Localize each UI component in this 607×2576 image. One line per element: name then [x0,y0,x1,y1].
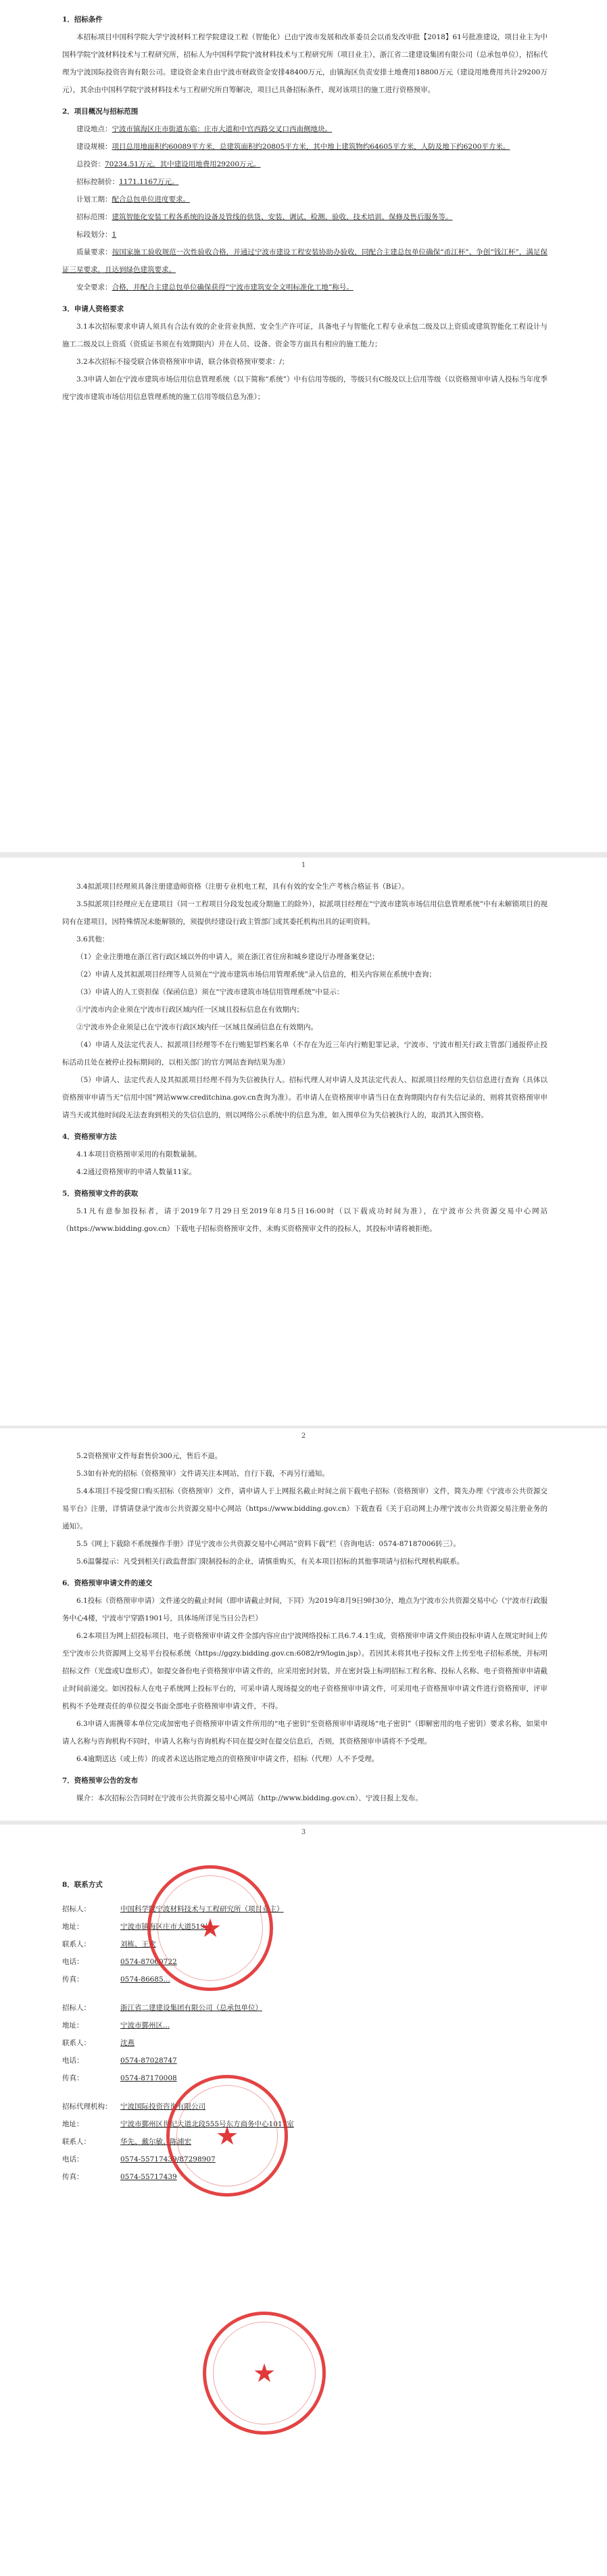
tel-label: 电话： [62,1958,84,1966]
clause-3-6-3: （3）申请人的人工资担保（保函信息）须在“宁波市建筑市场信用管理系统”中显示： [76,988,344,996]
address-value: 宁波市鄞州区世纪大道北段555号东方商务中心1017室 [120,2120,294,2128]
scale-value: 项目总用地面积约60089平方米，总建筑面积约20805平方米，其中地上建筑物约64605平方米，人防及地下约6200平方米。 [112,143,510,151]
clause-3-2: 3.2本次招标不接受联合体资格预审申请，联合体资格预审要求：/； [76,358,289,366]
location-line [62,120,548,138]
section-8-title: 8．联系方式 [62,1881,103,1889]
period-line [62,191,548,208]
period-value: 配合总包单位进度要求。 [112,195,190,204]
page-number: 3 [301,1829,306,1836]
contact-fax-row [62,2168,548,2186]
clause-3-6: 3.6其他： [76,935,110,943]
tel-value: 0574-87060722 [120,1958,177,1966]
clause-3-6-3a: ①宁波市内企业须在宁波市行政区域内任一区域且投标信息在有效期内； [76,1006,304,1014]
safety-line [62,279,548,296]
clause-3-1: 3.1本次招标要求申请人须具有合法有效的企业营业执照、安全生产许可证，具备电子与智能化工程专业承包二级及以上资质或建筑智能化工程设计与施工二级及以上资质（资质证书须在有效期限内）并在人员、设备、资金等方面具有相应的施工能力； [62,323,548,348]
control-price-label: 招标控制价： [76,178,119,186]
address-label: 地址： [62,2120,84,2128]
clause-4-1: 4.1本项目资格预审采用的有限数量制。 [76,1150,201,1158]
contact-group-agency [62,2098,548,2186]
section-4-title: 4．资格预审方法 [62,1133,117,1141]
scope-line [62,208,548,226]
section-7-title: 7．资格预审公告的发布 [62,1777,139,1785]
clause-5-3: 5.3如有补充的招标（资格预审）文件请关注本网站，自行下载，不再另行通知。 [76,1470,329,1478]
clause-3-3: 3.3申请人如在宁波市建筑市场信用信息管理系统（以下简称“系统”）中有信用等级的，等级只有C级及以上信用等级（以资格预审申请人投标当年度季度宁波市建筑市场信用信息管理系统的施工信用等级信息为准）； [62,375,548,401]
contact-tel-row [62,2151,548,2168]
contact-address-row [62,2017,548,2034]
section-1-title: 1．招标条件 [62,16,103,24]
scale-label: 建设规模： [76,143,112,151]
role-value: 宁波国际投资咨询有限公司 [120,2103,205,2111]
clause-6-1: 6.1投标（资格预审申请）文件递交的截止时间（即申请截止时间，下同）为2019年8月9日9时30分，地点为宁波市公共资源交易中心（宁波市行政服务中心4楼，宁波市宁穿路1901号，具体场所详见当日公告栏） [62,1597,548,1622]
role-label: 招标人： [62,2004,91,2012]
clause-5-1: 5.1凡有意参加投标者，请于2019年7月29日至2019年8月5日16:00时（以下载成功时间为准），在宁波市公共资源交易中心网站（https://www.bidding.gov.cn）下载电子招标资格预审文件，未购买资格预审文件的投标人，其投标申请将被拒绝。 [62,1207,548,1233]
contact-label: 联系人： [62,2138,91,2146]
lots-label: 标段划分： [76,231,112,239]
section-6-title: 6．资格预审申请文件的递交 [62,1579,153,1587]
address-value: 宁波市鄞州区... [120,2021,170,2030]
tel-value: 0574-87028747 [120,2057,177,2065]
document-page-4 [0,1825,607,2576]
contact-tel-row [62,2052,548,2069]
fax-value: 0574-55717439 [120,2173,177,2181]
address-value: 宁波市镇海区庄市大道519号 [120,1923,212,1931]
address-label: 地址： [62,1923,84,1931]
tel-label: 电话： [62,2155,84,2163]
fax-value: 0574-87170008 [120,2074,177,2082]
contact-role-row [62,1900,548,1918]
role-label: 招标代理机构： [62,2103,112,2111]
contact-group-owner [62,1900,548,1988]
clause-3-6-1: （1）企业注册地在浙江省行政区域以外的申请人，须在浙江省住房和城乡建设厅办理备案登记； [76,953,379,961]
safety-label: 安全要求： [76,283,112,291]
seal-star-icon: ★ [252,2358,276,2388]
page-number: 2 [301,1432,306,1440]
page-2-content [62,878,548,1238]
quality-line [62,243,548,279]
clause-4-2: 4.2通过资格预审的申请人数量11家。 [76,1168,197,1176]
address-label: 地址： [62,2021,84,2030]
contact-fax-row [62,2069,548,2087]
document-page-1 [0,0,607,852]
budget-line [62,156,548,173]
section-2-title: 2．项目概况与招标范围 [62,108,139,116]
clause-3-6-4: （4）申请人及法定代表人、拟派项目经理等不在行贿犯罪档案名单（不存在为近三年内行贿犯罪记录，宁波市、宁波市相关行政主管部门通报停止投标活动且处在被停止投标期间的，以相关部门的官方网站查询结果为准） [62,1041,548,1067]
section-3-title: 3．申请人资格要求 [62,305,124,313]
location-label: 建设地点： [76,125,112,133]
document-page-3 [0,1428,607,1821]
page-3-content [62,1447,548,1807]
contact-value: 刘栋、王欢 [120,1940,156,1948]
scale-line [62,138,548,156]
role-value: 浙江省二建建设集团有限公司（总承包单位） [120,2004,262,2012]
role-label: 招标人： [62,1905,91,1913]
period-label: 计划工期： [76,195,112,204]
contact-role-row [62,1999,548,2017]
tel-label: 电话： [62,2057,84,2065]
clause-5-2: 5.2资格预审文件每套售价300元，售后不退。 [76,1452,222,1460]
safety-value: 合格，并配合主建总包单位确保获得“宁波市建筑安全文明标准化工地”称号。 [112,283,354,291]
seal-star-icon: ★ [198,1913,222,1943]
clause-3-4: 3.4拟派项目经理须具备注册建造师资格（注册专业机电工程，具有有效的安全生产考核合格证书（B证）。 [76,883,409,891]
fax-label: 传真： [62,1975,84,1984]
contractor-seal-stamp [166,2075,288,2197]
budget-label: 总投资： [76,160,105,168]
fax-label: 传真： [62,2074,84,2082]
page-number: 1 [301,862,306,869]
quality-label: 质量要求： [76,248,112,256]
clause-6-2: 6.2本项目为网上招投标项目，电子资格预审申请文件全部内容应由宁波网络投标工具6.7.4.1生成，资格预审申请文件须由投标申请人在规定时间上传至宁波市公共资源网上交易平台投标系统（https://ggzy.bidding.gov.cn:6082/r9/login.jsp）。若因其未将其电子投标文件上传至电子招标系统，并标明招标文件（光盘或U盘形式）。如提交备份电子资格预审申请文件的，应采用密封封装，并在密封袋上标明招标工程名称、投标人名称、电子资格预审申请截止时间前递交。如因投标人在电子系统网上投标平台的，可采申请人现场提交的电子资格预审申请文件，可采用电子资格预审申请文件进行资格预审，评审机构不予处理责任的单位提交书面全部电子资格预审申请文件，不得。 [62,1632,548,1710]
contact-role-row [62,2098,548,2115]
owner-seal-stamp [147,1865,273,1991]
section-7-body: 媒介：本次招标公告同时在宁波市公共资源交易中心网站（http://www.bidding.gov.cn）、宁波日报上发布。 [76,1794,422,1802]
contact-label: 联系人： [62,2039,91,2047]
contact-address-row [62,1918,548,1936]
contact-value: 华先、戴尔敏、陈浦宏 [120,2138,191,2146]
section-1-body: 本招标项目中国科学院大学宁波材料工程学院建设工程（智能化）已由宁波市发展和改革委员会以甬发改审批【2018】61号批准建设，项目业主为中国科学院宁波材料技术与工程研究所，招标人为中国科学院宁波材料技术与工程研究所（项目业主），浙江省二建建设集团有限公司（总承包单位），招标代理为宁波国际投资咨询有限公司。建设资金来自由宁波市财政资金安排48400万元，由镇海区负责安排土地费用18800万元（建设用地费用共计29200万元），其余由中国科学院宁波材料技术与工程研究所自筹解决，项目已具备招标条件，现对该项目的施工进行资格预审。 [62,33,548,94]
contact-tel-row [62,1953,548,1971]
clause-5-5: 5.5《网上下载除不系统操作手册》详见宁波市公共资源交易中心网站“资料下载”栏（咨询电话：0574-87187006转三）。 [76,1540,460,1548]
clause-6-4: 6.4逾期送达（或上传）的或者未送达指定地点的资格预审申请文件，招标（代理）人不予受理。 [76,1755,379,1763]
clause-5-4: 5.4本项目不接受窗口购买招标（资格预审）文件，请申请人于上网报名截止时间之前下载电子招标（资格预审）文件，简先办理《宁波市公共资源交易平台》注册，详情请登录宁波市公共资源交易中心网站（https://www.bidding.gov.cn）下载查看《关于启动网上办理宁波市公共资源交易注册业务的通知》。 [62,1487,548,1530]
contact-person-row [62,2034,548,2052]
clause-3-6-3b: ②宁波市外企业须是已在宁波市行政区域内任一区域且保函信息在有效期内。 [76,1023,318,1031]
lots-line [62,226,548,243]
contact-address-row [62,2115,548,2133]
clause-3-6-5: （5）申请人、法定代表人及其拟派项目经理不得为失信被执行人。招标代理人对申请人及其法定代表人、拟派项目经理的失信信息进行查询（具体以资格预审申请当天“信用中国”网站www.creditchina.gov.cn查询为准）。若申请人在资格预审申请当日在查询期限内存有失信记录的，则将其资格预审申请当天或其他时间段无法查询到相关的失信信息的，则以网络公示系统中的信息为准，如入围单位为失信被执行人的，取消其入围资格。 [62,1076,548,1119]
agency-seal-stamp [203,2312,326,2435]
clause-3-5: 3.5拟派项目经理应无在建项目（同一工程项目分段发包或分期施工的除外），拟派项目经理在“宁波市建筑市场信用信息管理系统”中有未解锁项目的视同有在建项目，因特殊情况未能解锁的，须提供经建设行政主管部门或其委托机构出具的证明资料。 [62,900,548,926]
scope-label: 招标范围： [76,213,112,221]
fax-label: 传真： [62,2173,84,2181]
quality-value: 按国家施工验收规范一次性验收合格，并通过宁波市建设工程安装协助办验收，同配合主建总包单位确保“甬江杯”、争创“钱江杯”，满足保证三星要求，且达到绿色建筑要求。 [62,248,548,274]
clause-3-6-2: （2）申请人及其拟派项目经理等人员须在“宁波市建筑市场信用管理系统”录入信息的，相关内容须在系统中查询； [76,970,436,979]
tel-value: 0574-55717439/87298907 [120,2155,216,2163]
contact-value: 沈燕 [120,2039,135,2047]
clause-6-3: 6.3申请人需携带本单位完成加密电子资格预审申请文件所用的“电子密钥”至资格预审申请现场“电子密钥”（即解密用的电子密钥）要求名称，如果申请人名称与咨询机构不同时，申请人名称与咨询机构不同在提交时在提交信息后，否则，其资格预审申请将不予受理。 [62,1720,548,1746]
role-value: 中国科学院宁波材料技术与工程研究所（项目业主） [120,1905,284,1913]
scope-value: 建筑智能化安装工程各系统的设备及管线的供货、安装、调试、检测、验收、技术培训、保修及售后服务等。 [112,213,453,221]
contact-person-row [62,2133,548,2151]
contact-group-contractor [62,1999,548,2087]
lots-value: 1 [112,231,117,239]
clause-5-6: 5.6温馨提示：凡受到相关行政监督部门限制投标的企业，请慎重购买，有关本项目招标的其他事项请与招标代理机构联系。 [76,1558,464,1566]
budget-value: 70234.51万元，其中建设用地费用29200万元。 [105,160,261,168]
page-4-content [62,1872,548,2186]
page-1-content [62,7,548,406]
control-price-value: 1171.1167万元。 [119,178,179,186]
contact-fax-row [62,1971,548,1988]
section-5-title: 5．资格预审文件的获取 [62,1190,139,1198]
seal-star-icon: ★ [215,2121,239,2151]
contact-label: 联系人： [62,1940,91,1948]
document-page-2 [0,858,607,1426]
fax-value: 0574-86685... [120,1975,170,1984]
location-value: 宁波市镇海区庄市街道东临：庄市大道和中官西路交叉口西南侧地块。 [112,125,332,133]
contact-person-row [62,1936,548,1953]
control-price-line [62,173,548,191]
